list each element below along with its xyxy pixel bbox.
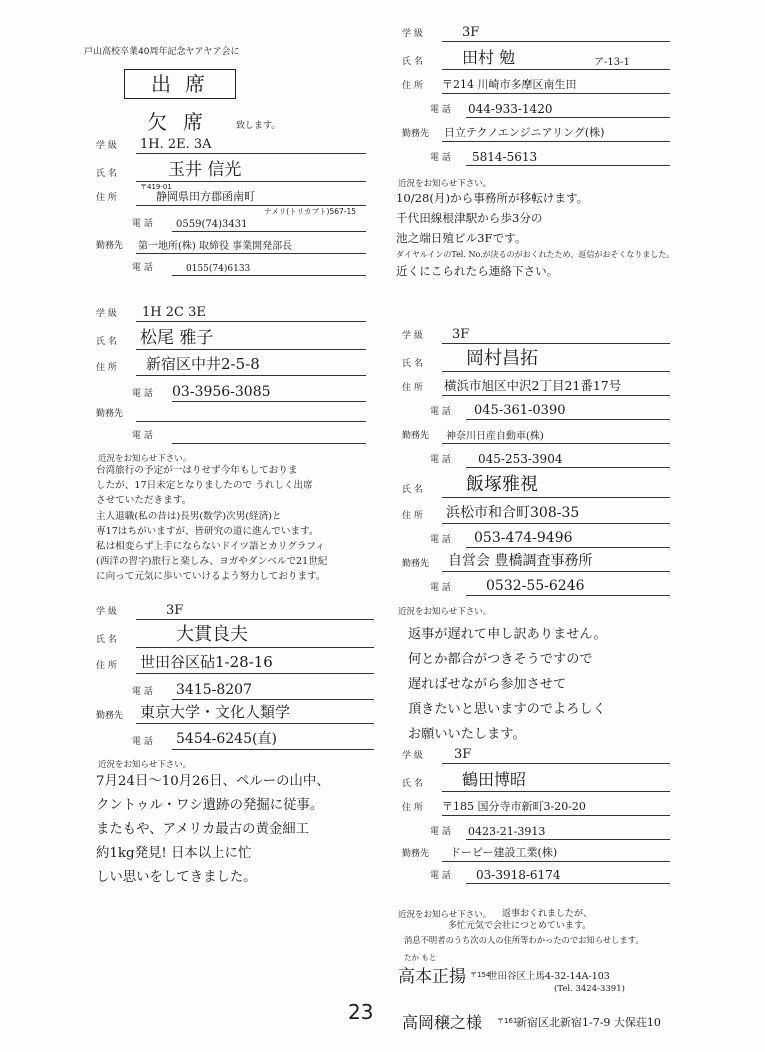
contact1-tel: (Tel. 3424-3391): [554, 984, 625, 994]
response-card: [402, 322, 670, 467]
work-phone-label: 電 話: [132, 737, 153, 747]
work-phone-value: 0155(74)6133: [186, 264, 251, 274]
work-row: [96, 232, 366, 254]
response-card: [96, 300, 366, 445]
class-value: 3F: [452, 327, 470, 342]
address-row: [96, 650, 374, 674]
address-row: [402, 374, 670, 396]
name-row: [96, 622, 374, 648]
name-value: 松尾 雅子: [140, 328, 214, 348]
work-row: [402, 422, 670, 444]
name-value: 飯塚雅視: [466, 474, 538, 495]
address-value: 横浜市旭区中沢2丁目21番17号: [444, 378, 622, 393]
response-card: [96, 598, 374, 750]
phone-label: 電 話: [430, 407, 451, 417]
work-phone-value: 5814-5613: [472, 150, 538, 164]
address-value: 世田谷区砧1-28-16: [140, 653, 273, 671]
work-phone-label: 電 話: [132, 431, 153, 441]
class-row: [402, 20, 670, 42]
response-card: [402, 470, 670, 598]
address-label: 住 所: [402, 511, 423, 521]
work-phone-value: 045-253-3904: [478, 452, 563, 466]
address-row: [402, 72, 670, 94]
phone-label: 電 話: [132, 389, 153, 399]
name-row: [402, 470, 670, 498]
name-label: 氏 名: [402, 359, 423, 369]
name-label: 氏 名: [96, 337, 117, 347]
work-label: 勤務先: [402, 559, 430, 569]
contact2-name: 高岡穣之様: [402, 1013, 483, 1032]
comment-label: 近況をお知らせ下さい。: [398, 179, 492, 189]
form-title: 戸山高校卒業40周年記念ヤアヤア会に: [84, 47, 240, 57]
class-label: 学 級: [402, 751, 423, 761]
response-card: [96, 132, 366, 277]
phone-value: 3415-8207: [176, 682, 252, 698]
phone-value: 044-933-1420: [468, 102, 553, 116]
contact2-postal: 〒161: [497, 1017, 518, 1025]
address-row: [402, 794, 670, 816]
phone-value: 0423-21-3913: [468, 825, 546, 838]
name-value: 大貫良夫: [176, 624, 248, 645]
work-value: 神奈川日産自動車(株): [446, 431, 544, 442]
class-row: [96, 598, 374, 620]
work-phone-value: 5454-6245(直): [176, 731, 277, 747]
work-row: [402, 548, 670, 572]
address-value: 〒185 国分寺市新町3-20-20: [442, 800, 586, 813]
phone-row: [402, 524, 670, 548]
class-value: 3F: [454, 747, 472, 762]
name-label: 氏 名: [96, 635, 117, 645]
address-label: 住 所: [402, 81, 423, 91]
class-label: 学 級: [96, 141, 117, 151]
phone-label: 電 話: [430, 105, 451, 115]
phone-label: 電 話: [430, 827, 451, 837]
comment-inline: 返事おくれましたが、: [502, 909, 593, 919]
phone-row: [402, 818, 670, 840]
name-value: 鶴田博昭: [462, 770, 527, 789]
name-note: ア-13-1: [594, 57, 630, 68]
name-value: 岡村昌拓: [466, 348, 538, 369]
name-row: [402, 346, 670, 372]
phone-value: 045-361-0390: [474, 403, 566, 418]
address-row: [96, 352, 366, 376]
page-number: 23: [348, 1000, 374, 1024]
comment-text: 多忙元気で会社につとめています。 消息不明者のうち次の人の住所等わかったのでお知らせします。: [404, 921, 644, 945]
work-phone-row: [402, 572, 670, 596]
class-value: 3F: [166, 603, 184, 618]
address-row: [402, 500, 670, 524]
address-value: 新宿区中井2-5-8: [146, 355, 260, 373]
work-value: 日立テクノエンジニアリング(株): [444, 126, 605, 139]
work-phone-label: 電 話: [430, 455, 451, 465]
address-row: [96, 184, 366, 206]
name-row: [402, 44, 670, 70]
response-card: [402, 20, 670, 168]
address-value: 静岡県田方郡函南町: [156, 190, 255, 203]
address-line2: ナメリ(トリカブト)567-15: [264, 207, 357, 216]
phone-label: 電 話: [430, 535, 451, 545]
work-phone-row: [402, 446, 670, 468]
phone-row: [96, 378, 366, 402]
address-label: 住 所: [402, 803, 423, 813]
comment-text: 返事が遅れて申し訳ありません。 何とか都合がつきそうですので 遅ればせながら参加させて 頂きたいと思いますのでよろしく お願いいたします。: [408, 627, 607, 742]
class-row: [96, 132, 366, 154]
name-label: 氏 名: [402, 57, 423, 67]
class-row: [96, 300, 366, 322]
work-phone-label: 電 話: [132, 263, 153, 273]
work-phone-row: [96, 254, 366, 276]
phone-row: [96, 676, 374, 700]
class-row: [402, 742, 670, 764]
name-value: 玉井 信光: [168, 160, 242, 180]
class-label: 学 級: [402, 29, 423, 39]
work-phone-row: [96, 422, 366, 444]
postal-code: 〒419-01: [140, 183, 172, 191]
name-label: 氏 名: [96, 169, 117, 179]
work-label: 勤務先: [96, 409, 124, 419]
contact1-address: 世田谷区上馬4-32-14A-103: [488, 971, 610, 982]
work-phone-row: [402, 862, 670, 884]
address-value: 浜松市和合町308-35: [446, 505, 580, 521]
phone-label: 電 話: [132, 219, 153, 229]
class-value: 1H 2C 3E: [142, 305, 206, 320]
work-row: [96, 700, 374, 724]
class-label: 学 級: [402, 331, 423, 341]
phone-row: [96, 210, 366, 232]
comment-text: 7月24日〜10月26日、ペルーの山中、 クントゥル・ワシ遺跡の発掘に従事。 またもや、アメリカ最古の黄金細工 約1kg発見! 日本以上に忙 しい思いをしてきました。: [96, 774, 330, 885]
work-label: 勤務先: [96, 241, 124, 251]
work-value: ドーピー建設工業(株): [450, 846, 558, 859]
work-value: 第一地所(株) 取締役 事業開発部長: [138, 241, 293, 252]
address-value: 〒214 川崎市多摩区南生田: [442, 78, 577, 91]
work-phone-value: 03-3918-6174: [476, 868, 561, 882]
work-label: 勤務先: [402, 849, 430, 859]
address-label: 住 所: [96, 193, 117, 203]
work-row: [402, 120, 670, 142]
work-value: 東京大学・文化人類学: [140, 703, 291, 721]
comment-text: 台湾旅行の予定が一はりせず今年もしておりま したが、17日未定となりましたので うれしく出席 させていただきます。 主人退職(私の昔は)長男(数学)次男(経済)と 専17はちがいますが、皆研究の道に進んでいます。 私は相変らず上手にならないドイツ語とカリグラフィ (西洋の習字)旅行と楽しみ、ヨガやダンベルで21世紀 に向って元気に歩いていけるよう努力しております。: [96, 465, 328, 583]
class-row: [402, 322, 670, 344]
comment-label: 近況をお知らせ下さい。: [398, 607, 492, 617]
phone-value: 053-474-9496: [474, 530, 573, 546]
work-phone-row: [402, 144, 670, 166]
work-row: [96, 400, 366, 422]
comment-label: 近況をお知らせ下さい。: [98, 760, 192, 770]
work-row: [402, 840, 670, 862]
comment-label: 近況をお知らせ下さい。: [398, 910, 492, 920]
name-row: [402, 766, 670, 792]
absent-option: 欠席: [147, 110, 219, 134]
contact1-postal: 〒154: [470, 971, 491, 979]
phone-value: 0559(74)3431: [176, 219, 248, 230]
phone-label: 電 話: [132, 687, 153, 697]
class-label: 学 級: [96, 309, 117, 319]
comment-label: 近況をお知らせ下さい。: [98, 454, 192, 464]
contact2-address: 新宿区北新宿1-7-9 大保荘10: [516, 1016, 661, 1029]
address-label: 住 所: [402, 383, 423, 393]
name-label: 氏 名: [402, 485, 423, 495]
work-phone-label: 電 話: [430, 583, 451, 593]
work-phone-row: [96, 726, 374, 750]
phone-row: [402, 398, 670, 420]
work-label: 勤務先: [402, 431, 430, 441]
name-row: [96, 324, 366, 350]
response-card: [402, 742, 670, 882]
phone-value: 03-3956-3085: [172, 384, 271, 400]
work-label: 勤務先: [96, 711, 124, 721]
name-label: 氏 名: [402, 779, 423, 789]
absent-suffix: 致します。: [236, 121, 281, 131]
contact1-name: 高本正揚: [398, 967, 466, 987]
work-label: 勤務先: [402, 129, 430, 139]
class-value: 3F: [462, 25, 480, 40]
address-label: 住 所: [96, 661, 117, 671]
furigana: たか もと: [404, 953, 437, 962]
class-label: 学 級: [96, 607, 117, 617]
work-phone-label: 電 話: [430, 871, 451, 881]
work-phone-value: 0532-55-6246: [486, 578, 585, 594]
comment-text: 10/28(月)から事務所が移転けます。 千代田線根津駅から歩3分の 池之端日殖ビル3Fです。 ダイヤルインのTel. No.が決るのがおくれたため、返信がおそくなりました。 近くにこられたら連絡下さい。: [396, 191, 675, 278]
name-value: 田村 勉: [462, 48, 516, 67]
phone-row: [402, 96, 670, 118]
work-phone-label: 電 話: [430, 153, 451, 163]
address-label: 住 所: [96, 363, 117, 373]
work-value: 自営会 豊橋調査事務所: [448, 553, 593, 569]
class-value: 1H. 2E. 3A: [140, 137, 212, 152]
attend-option-circled: 出席: [124, 69, 236, 99]
name-row: [96, 156, 366, 182]
